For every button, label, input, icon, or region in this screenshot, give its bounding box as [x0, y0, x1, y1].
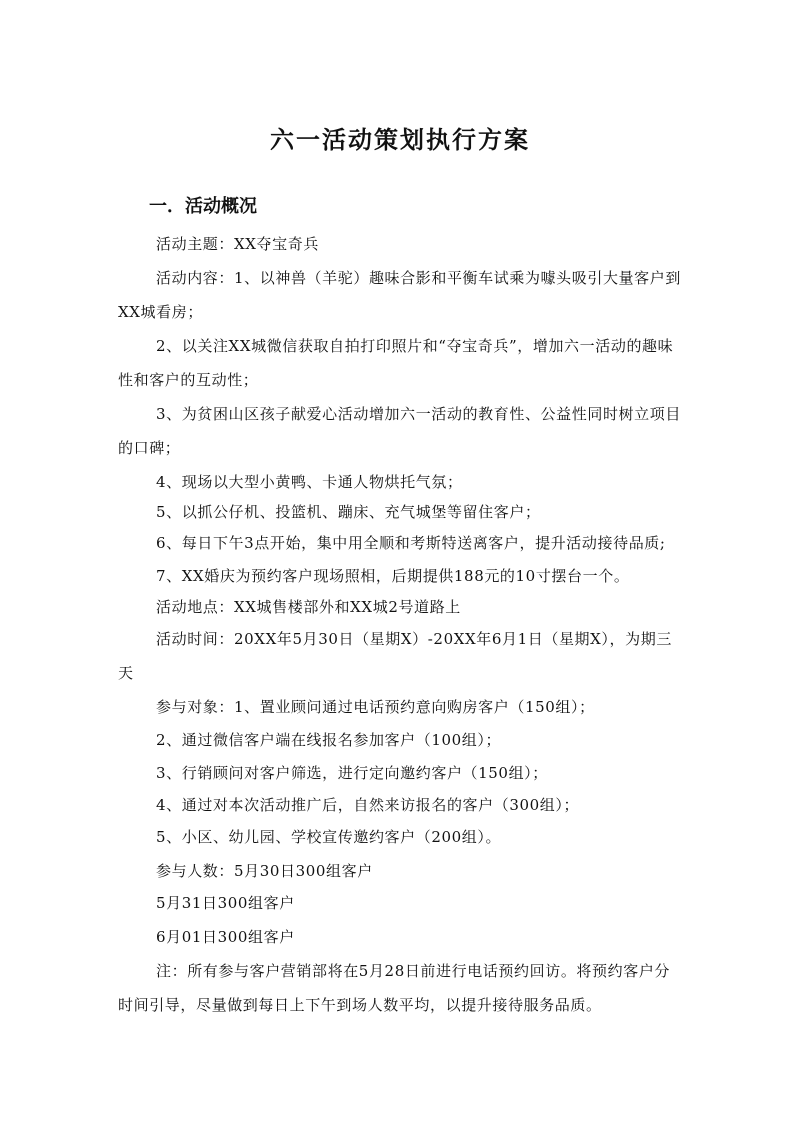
paragraph-participants-4: 4、通过对本次活动推广后，自然来访报名的客户（300组）；: [156, 796, 580, 814]
paragraph-time: 活动时间：20XX年5月30日（星期X）-20XX年6月1日（星期X），为期三天: [118, 630, 672, 682]
paragraph-content-7: 7、XX婚庆为预约客户现场照相，后期提供188元的10寸摆台一个。: [156, 567, 630, 585]
paragraph-content-5: 5、以抓公仔机、投篮机、蹦床、充气城堡等留住客户；: [156, 503, 541, 521]
paragraph-participants-3: 3、行销顾问对客户筛选，进行定向邀约客户（150组）；: [156, 764, 548, 782]
paragraph-content-4: 4、现场以大型小黄鸭、卡通人物烘托气氛；: [156, 473, 463, 491]
paragraph-theme: 活动主题：XX夺宝奇兵: [156, 235, 319, 253]
paragraph-count-3: 6月01日300组客户: [156, 928, 295, 946]
paragraph-content-3: 3、为贫困山区孩子献爱心活动增加六一活动的教育性、公益性同时树立项目的口碑；: [118, 405, 681, 457]
paragraph-participants-2: 2、通过微信客户端在线报名参加客户（100组）；: [156, 731, 502, 749]
paragraph-content-6: 6、每日下午3点开始，集中用全顺和考斯特送离客户，提升活动接待品质;: [156, 534, 666, 552]
paragraph-location: 活动地点：XX城售楼部外和XX城2号道路上: [156, 598, 461, 616]
paragraph-participants-5: 5、小区、幼儿园、学校宣传邀约客户（200组）。: [156, 828, 502, 846]
paragraph-count-2: 5月31日300组客户: [156, 894, 295, 912]
section-heading: 一．活动概况: [149, 196, 257, 217]
paragraph-participants-1: 参与对象：1、置业顾问通过电话预约意向购房客户（150组）；: [156, 698, 595, 716]
paragraph-content-1: 活动内容：1、以神兽（羊驼）趣味合影和平衡车试乘为噱头吸引大量客户到XX城看房；: [118, 269, 681, 321]
paragraph-content-2: 2、以关注XX城微信获取自拍打印照片和“夺宝奇兵”，增加六一活动的趣味性和客户的互动性；: [118, 337, 674, 389]
paragraph-note: 注：所有参与客户营销部将在5月28日前进行电话预约回访。将预约客户分时间引导，尽量做到每日上下午到场人数平均，以提升接待服务品质。: [118, 962, 671, 1014]
paragraph-count-1: 参与人数：5月30日300组客户: [156, 862, 373, 880]
document-title: 六一活动策划执行方案: [270, 125, 530, 154]
